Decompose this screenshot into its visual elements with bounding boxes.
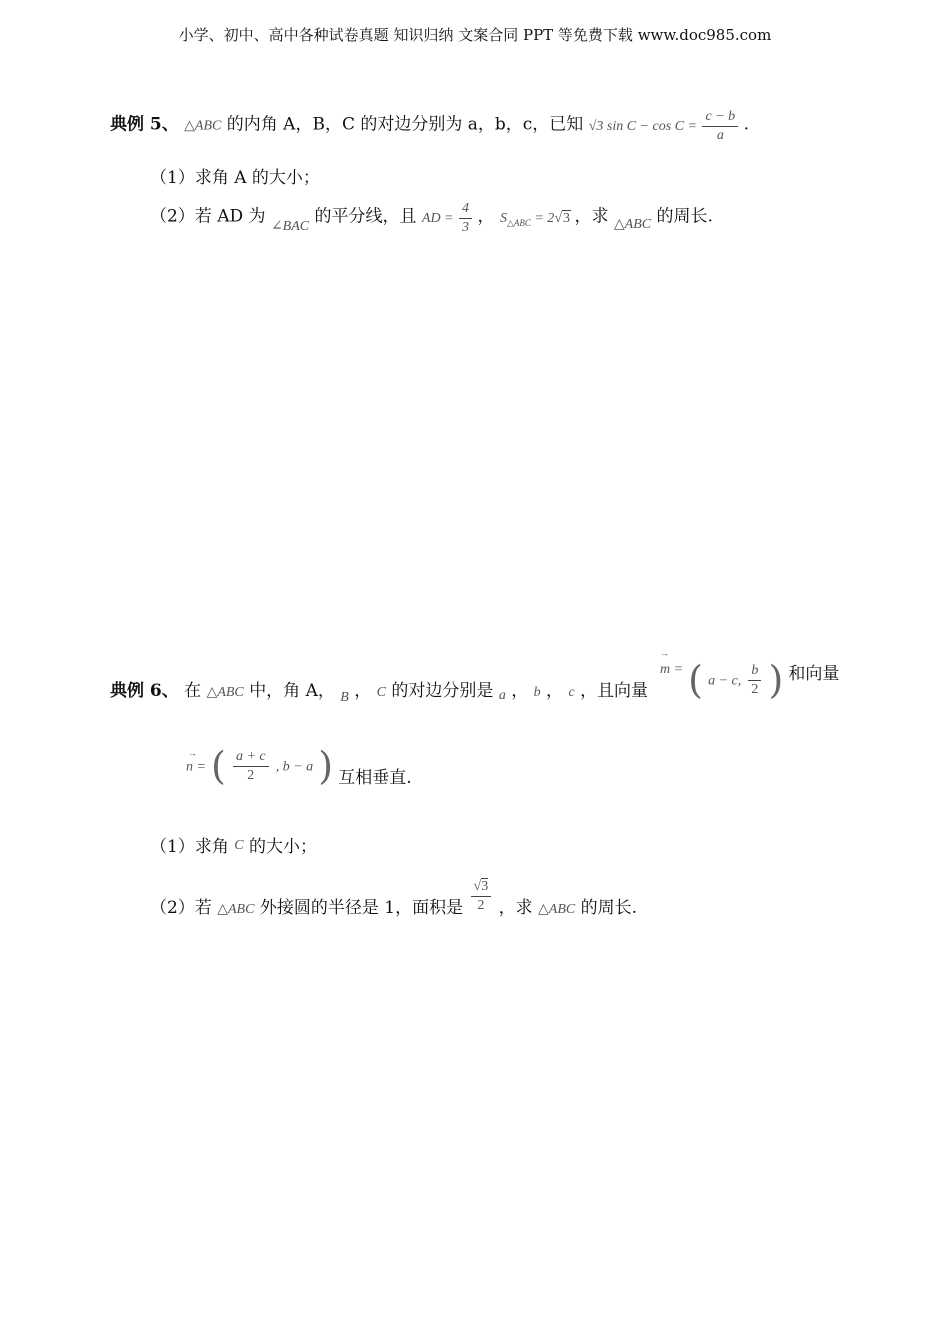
page-header: 小学、初中、高中各种试卷真题 知识归纳 文案合同 PPT 等免费下载 www.doc985.com	[178, 26, 772, 44]
vector-n-arrow: →	[188, 748, 197, 758]
vector-n-denominator: 2	[247, 767, 255, 783]
vector-m-first: a − c,	[708, 673, 742, 689]
example-5-statement	[110, 108, 749, 145]
example-5-question-2	[150, 200, 713, 237]
vector-n	[186, 744, 412, 788]
separator: ，	[354, 681, 372, 701]
side-c: c	[568, 685, 575, 700]
area-subscript: △ABC	[506, 217, 531, 228]
area-value	[500, 211, 575, 226]
paren-right: )	[768, 658, 784, 702]
vector-n-numerator: a + c	[233, 748, 269, 767]
q2-bisector-text: 的平分线，且	[314, 206, 417, 227]
area-denominator: 2	[477, 898, 485, 913]
area-fraction	[471, 878, 492, 915]
given-fraction	[702, 108, 738, 145]
ad-denominator: 3	[462, 220, 470, 235]
q2-ask: ，求	[498, 898, 533, 918]
paren-left: (	[211, 744, 226, 788]
angle-bac: ∠BAC	[270, 218, 310, 234]
example-6-statement	[110, 676, 649, 705]
q2-prefix: （2）若	[150, 898, 212, 918]
side-a: a	[498, 688, 506, 703]
triangle-abc: △ABC	[184, 118, 222, 134]
angle-c: C	[376, 685, 386, 700]
area-symbol: S	[499, 210, 507, 226]
separator: ，	[546, 681, 564, 701]
q2-perimeter-text: 的周长.	[580, 898, 638, 918]
area-numerator: √3	[471, 878, 492, 897]
example-6-question-1	[150, 832, 317, 857]
q2-prefix: （2）若 AD 为	[150, 206, 266, 227]
vector-m	[660, 648, 840, 702]
example-6-intro-c: 的对边分别是	[391, 681, 494, 701]
paren-left: (	[688, 658, 703, 702]
given-equation	[588, 109, 744, 143]
q2-ask: ，求	[574, 206, 609, 227]
side-b: b	[533, 685, 541, 700]
given-equation-end: .	[743, 114, 750, 135]
q1-suffix: 的大小；	[248, 837, 317, 857]
example-6-intro-d: ，且向量	[580, 681, 649, 701]
vector-m-fraction	[748, 662, 761, 699]
example-5-intro: 的内角 A，B，C 的对边分别为 a，b，c，已知	[226, 114, 584, 135]
sqrt-symbol: √3	[554, 210, 570, 226]
example-6-intro-b: 中，角 A，	[249, 681, 335, 701]
angle-b: B	[340, 690, 349, 705]
q2-circumradius-text: 外接圆的半径是 1，面积是	[259, 898, 464, 918]
given-equation-left: 3 sin C − cos C =	[596, 118, 697, 134]
example-5-title: 典例 5、	[110, 114, 179, 135]
paren-right: )	[318, 744, 334, 788]
q2-perimeter-text: 的周长.	[656, 206, 713, 227]
vector-n-fraction	[233, 748, 269, 785]
triangle-abc: △ABC	[538, 902, 576, 917]
q2-comma: ，	[477, 206, 495, 227]
given-fraction-denominator: a	[716, 128, 724, 143]
separator: ，	[511, 681, 529, 701]
ad-numerator: 4	[459, 200, 472, 219]
vector-m-arrow: →	[660, 648, 669, 658]
area-equals: = 2	[534, 210, 555, 226]
and-vector-text: 和向量	[788, 663, 840, 684]
vector-n-second: , b − a	[275, 759, 314, 775]
angle-c: C	[234, 838, 244, 853]
example-6-question-2	[150, 868, 638, 918]
perpendicular-text: 互相垂直.	[338, 767, 412, 788]
triangle-abc: △ABC	[217, 902, 255, 917]
vector-m-numerator: b	[748, 662, 761, 681]
given-fraction-numerator: c − b	[702, 108, 738, 127]
example-6-intro-a: 在	[184, 681, 202, 701]
triangle-abc: △ABC	[613, 216, 652, 232]
example-5-question-1: （1）求角 A 的大小；	[150, 168, 320, 188]
vector-m-label: m =	[660, 661, 684, 677]
ad-label: AD =	[421, 210, 454, 226]
example-6-title: 典例 6、	[110, 681, 179, 701]
ad-length	[421, 201, 478, 235]
q1-prefix: （1）求角	[150, 837, 229, 857]
triangle-abc: △ABC	[206, 685, 244, 700]
vector-n-label: n =	[186, 759, 206, 775]
ad-fraction	[459, 200, 472, 237]
vector-m-denominator: 2	[751, 681, 759, 697]
sqrt-symbol: √	[588, 118, 597, 134]
